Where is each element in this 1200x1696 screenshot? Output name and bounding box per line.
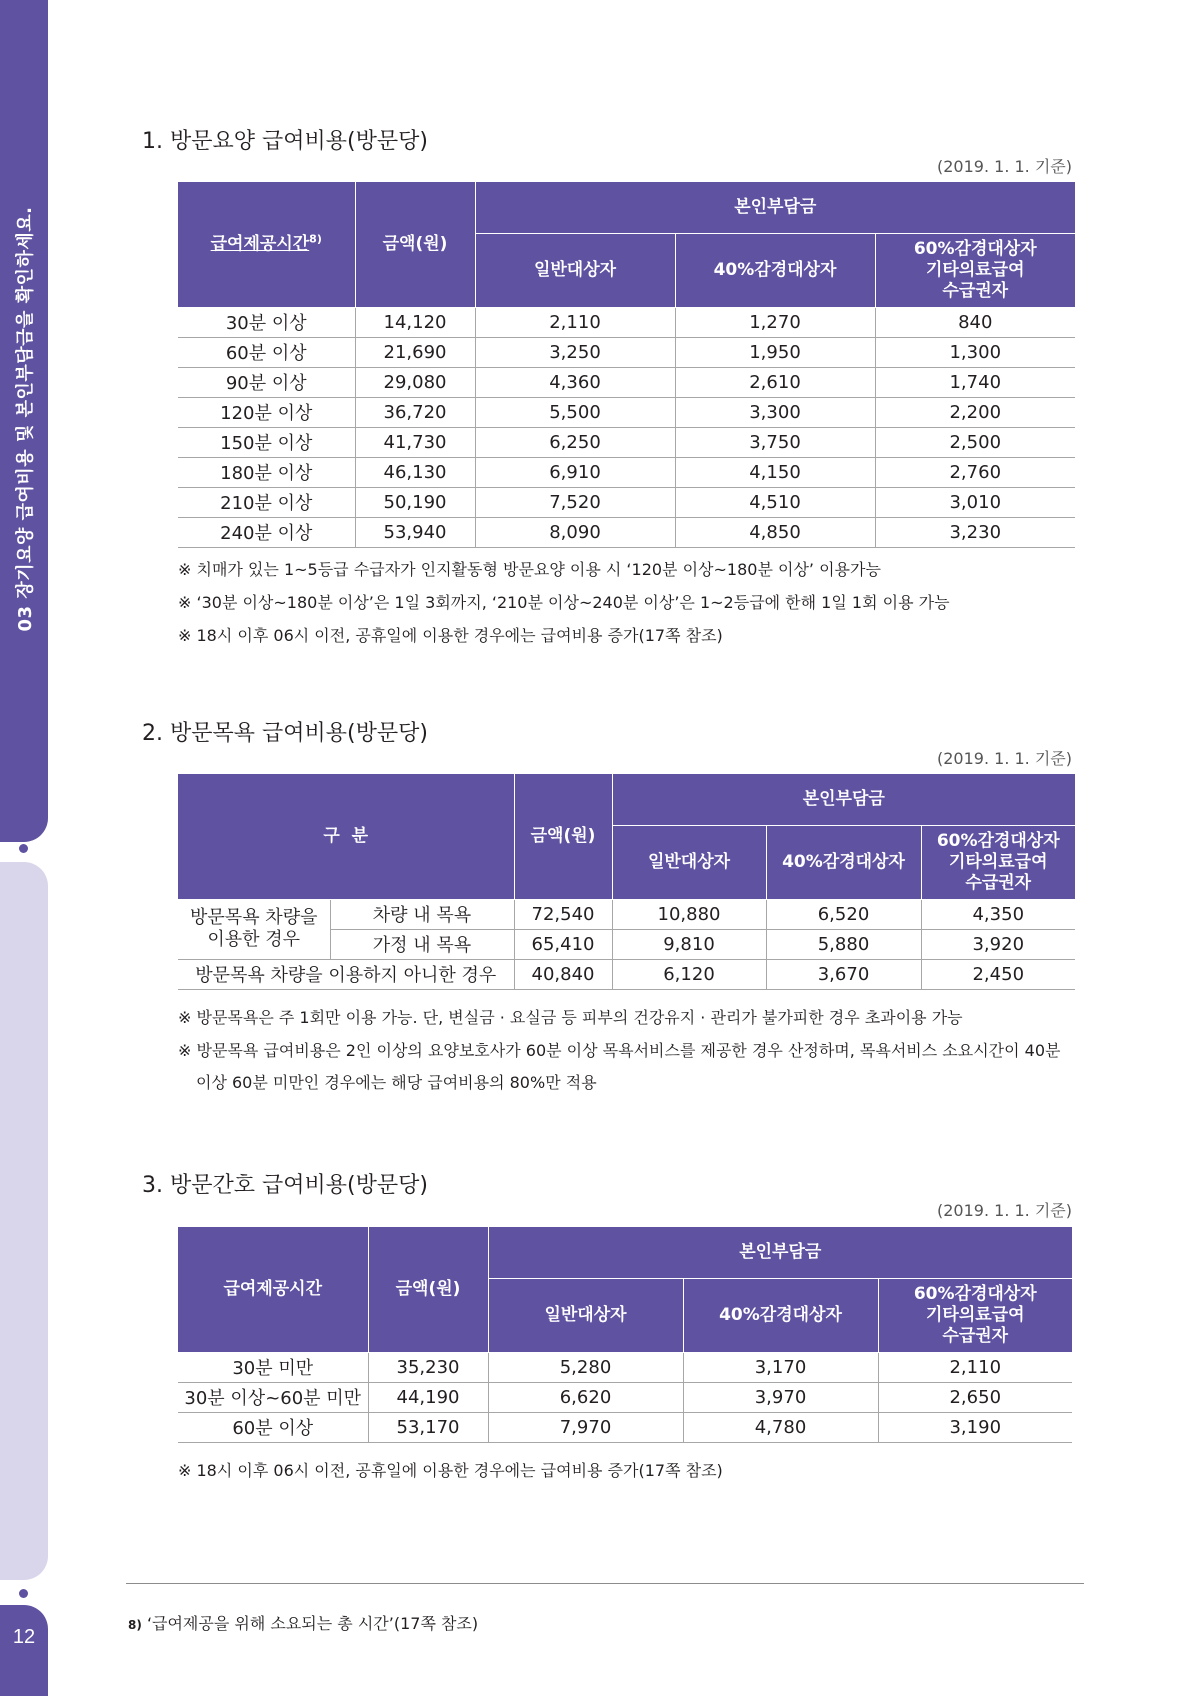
cell-amount: 36,720 <box>355 397 475 427</box>
cell-amount: 50,190 <box>355 487 475 517</box>
table-row <box>178 457 1075 487</box>
col-header-amount: 금액(원) <box>514 774 612 899</box>
section-title: 3. 방문간호 급여비용(방문당) <box>142 1173 428 1198</box>
col-header-reduced-60: 60%감경대상자 기타의료급여 수급권자 <box>878 1278 1072 1352</box>
home-care-cost-table <box>178 182 1075 548</box>
cell-reduced-40: 1,950 <box>675 337 875 367</box>
col-header-amount: 금액(원) <box>368 1227 488 1352</box>
cell-reduced-40: 2,610 <box>675 367 875 397</box>
table-row <box>178 1412 1072 1442</box>
bathing-cost-table <box>178 774 1075 990</box>
col-header-time: 급여제공시간 <box>178 1227 368 1352</box>
cell-reduced-60: 3,920 <box>921 929 1075 959</box>
basis-date: (2019. 1. 1. 기준) <box>937 157 1072 176</box>
table-row <box>178 337 1075 367</box>
chapter-title: 03 장기요양 급여비용 및 본인부담금을 확인하세요. <box>15 206 36 632</box>
cell-reduced-40: 4,150 <box>675 457 875 487</box>
cell-reduced-60: 2,650 <box>878 1382 1072 1412</box>
table-row <box>178 487 1075 517</box>
cell-reduced-40: 3,300 <box>675 397 875 427</box>
cell-general: 2,110 <box>475 307 675 337</box>
section-title: 2. 방문목욕 급여비용(방문당) <box>142 721 428 746</box>
cell-amount: 72,540 <box>514 899 612 929</box>
cell-reduced-40: 3,170 <box>683 1352 878 1382</box>
footnote-text: ‘급여제공을 위해 소요되는 총 시간’(17쪽 참조) <box>146 1614 479 1633</box>
cell-general: 6,620 <box>488 1382 683 1412</box>
cell-time: 30분 이상 <box>178 307 355 337</box>
cell-general: 3,250 <box>475 337 675 367</box>
col-header-reduced-60: 60%감경대상자 기타의료급여 수급권자 <box>875 233 1075 307</box>
table-row <box>178 367 1075 397</box>
cell-amount: 65,410 <box>514 929 612 959</box>
cell-reduced-40: 4,780 <box>683 1412 878 1442</box>
table-note: ※ 방문목욕 급여비용은 2인 이상의 요양보호사가 60분 이상 목욕서비스를 제공한 경우 산정하며, 목욕서비스 소요시간이 40분 <box>178 1041 1061 1060</box>
cell-reduced-40: 4,850 <box>675 517 875 547</box>
table-row <box>178 1382 1072 1412</box>
table-row <box>178 427 1075 457</box>
cell-reduced-60: 1,300 <box>875 337 1075 367</box>
col-header-copay: 본인부담금 <box>475 182 1075 233</box>
cell-amount: 14,120 <box>355 307 475 337</box>
table-row <box>178 1352 1072 1382</box>
col-header-copay: 본인부담금 <box>488 1227 1072 1278</box>
col-header-category: 구 분 <box>178 774 514 899</box>
table-note: ※ 치매가 있는 1~5등급 수급자가 인지활동형 방문요양 이용 시 ‘120분 이상~180분 이상’ 이용가능 <box>178 560 881 579</box>
cell-label: 가정 내 목욕 <box>330 929 514 959</box>
cell-general: 5,280 <box>488 1352 683 1382</box>
cell-amount: 53,170 <box>368 1412 488 1442</box>
cell-reduced-60: 2,760 <box>875 457 1075 487</box>
cell-time: 90분 이상 <box>178 367 355 397</box>
cell-time: 180분 이상 <box>178 457 355 487</box>
col-header-reduced-40: 40%감경대상자 <box>675 233 875 307</box>
cell-reduced-60: 2,500 <box>875 427 1075 457</box>
cell-reduced-40: 1,270 <box>675 307 875 337</box>
cell-time: 150분 이상 <box>178 427 355 457</box>
page-number-tab <box>0 1605 48 1696</box>
nursing-cost-table <box>178 1227 1072 1443</box>
table-note: ※ ‘30분 이상~180분 이상’은 1일 3회까지, ‘210분 이상~240분 이상’은 1~2등급에 한해 1일 1회 이용 가능 <box>178 593 950 612</box>
cell-reduced-60: 2,110 <box>878 1352 1072 1382</box>
cell-general: 6,910 <box>475 457 675 487</box>
footnote-mark: 8) <box>128 1618 142 1632</box>
cell-general: 8,090 <box>475 517 675 547</box>
page-number: 12 <box>12 1626 36 1648</box>
table-row <box>178 307 1075 337</box>
cell-reduced-60: 2,200 <box>875 397 1075 427</box>
cell-general: 6,120 <box>612 959 766 989</box>
cell-reduced-40: 3,970 <box>683 1382 878 1412</box>
cell-general: 6,250 <box>475 427 675 457</box>
col-header-time: 급여제공시간$^{8)}$ <box>178 182 355 307</box>
footnote <box>128 1611 478 1634</box>
col-header-general: 일반대상자 <box>612 825 766 899</box>
cell-time: 240분 이상 <box>178 517 355 547</box>
cell-general: 4,360 <box>475 367 675 397</box>
cell-amount: 29,080 <box>355 367 475 397</box>
cell-general: 5,500 <box>475 397 675 427</box>
cell-reduced-60: 3,190 <box>878 1412 1072 1442</box>
table-note: ※ 방문목욕은 주 1회만 이용 가능. 단, 변실금 · 요실금 등 피부의 건강유지 · 관리가 불가피한 경우 초과이용 가능 <box>178 1008 963 1027</box>
cell-reduced-40: 6,520 <box>766 899 921 929</box>
table-note: ※ 18시 이후 06시 이전, 공휴일에 이용한 경우에는 급여비용 증가(17쪽 참조) <box>178 626 723 645</box>
cell-general: 9,810 <box>612 929 766 959</box>
cell-general: 7,970 <box>488 1412 683 1442</box>
cell-label: 차량 내 목욕 <box>330 899 514 929</box>
footnote-ref: 8) <box>309 232 322 246</box>
basis-date: (2019. 1. 1. 기준) <box>937 1201 1072 1220</box>
table-note: ※ 18시 이후 06시 이전, 공휴일에 이용한 경우에는 급여비용 증가(17쪽 참조) <box>178 1461 723 1480</box>
cell-reduced-60: 2,450 <box>921 959 1075 989</box>
basis-date: (2019. 1. 1. 기준) <box>937 749 1072 768</box>
tab-light-band <box>0 862 48 1580</box>
table-row <box>178 899 1075 929</box>
cell-time: 60분 이상 <box>178 1412 368 1442</box>
col-header-amount: 금액(원) <box>355 182 475 307</box>
cell-amount: 40,840 <box>514 959 612 989</box>
table-row <box>178 959 1075 989</box>
cell-reduced-60: 1,740 <box>875 367 1075 397</box>
footnote-divider <box>126 1583 1084 1584</box>
table-row <box>178 517 1075 547</box>
cell-time: 30분 미만 <box>178 1352 368 1382</box>
cell-reduced-60: 3,010 <box>875 487 1075 517</box>
cell-group-label: 방문목욕 차량을 이용한 경우 <box>178 899 330 959</box>
cell-time: 30분 이상~60분 미만 <box>178 1382 368 1412</box>
col-header-reduced-60: 60%감경대상자 기타의료급여 수급권자 <box>921 825 1075 899</box>
table-row <box>178 397 1075 427</box>
cell-reduced-40: 3,670 <box>766 959 921 989</box>
col-header-general: 일반대상자 <box>475 233 675 307</box>
cell-reduced-40: 4,510 <box>675 487 875 517</box>
section-title: 1. 방문요양 급여비용(방문당) <box>142 129 428 154</box>
table-note: 이상 60분 미만인 경우에는 해당 급여비용의 80%만 적용 <box>196 1073 597 1092</box>
cell-amount: 46,130 <box>355 457 475 487</box>
cell-amount: 41,730 <box>355 427 475 457</box>
col-header-copay: 본인부담금 <box>612 774 1075 825</box>
cell-general: 7,520 <box>475 487 675 517</box>
cell-amount: 35,230 <box>368 1352 488 1382</box>
cell-reduced-40: 3,750 <box>675 427 875 457</box>
col-header-reduced-40: 40%감경대상자 <box>766 825 921 899</box>
tab-dot <box>19 844 28 853</box>
cell-reduced-40: 5,880 <box>766 929 921 959</box>
cell-amount: 44,190 <box>368 1382 488 1412</box>
cell-reduced-60: 840 <box>875 307 1075 337</box>
col-header-reduced-40: 40%감경대상자 <box>683 1278 878 1352</box>
tab-dot <box>19 1589 28 1598</box>
col-header-general: 일반대상자 <box>488 1278 683 1352</box>
cell-general: 10,880 <box>612 899 766 929</box>
cell-time: 120분 이상 <box>178 397 355 427</box>
cell-label: 방문목욕 차량을 이용하지 아니한 경우 <box>178 959 514 989</box>
cell-amount: 21,690 <box>355 337 475 367</box>
cell-reduced-60: 4,350 <box>921 899 1075 929</box>
cell-amount: 53,940 <box>355 517 475 547</box>
cell-time: 210분 이상 <box>178 487 355 517</box>
cell-time: 60분 이상 <box>178 337 355 367</box>
cell-reduced-60: 3,230 <box>875 517 1075 547</box>
